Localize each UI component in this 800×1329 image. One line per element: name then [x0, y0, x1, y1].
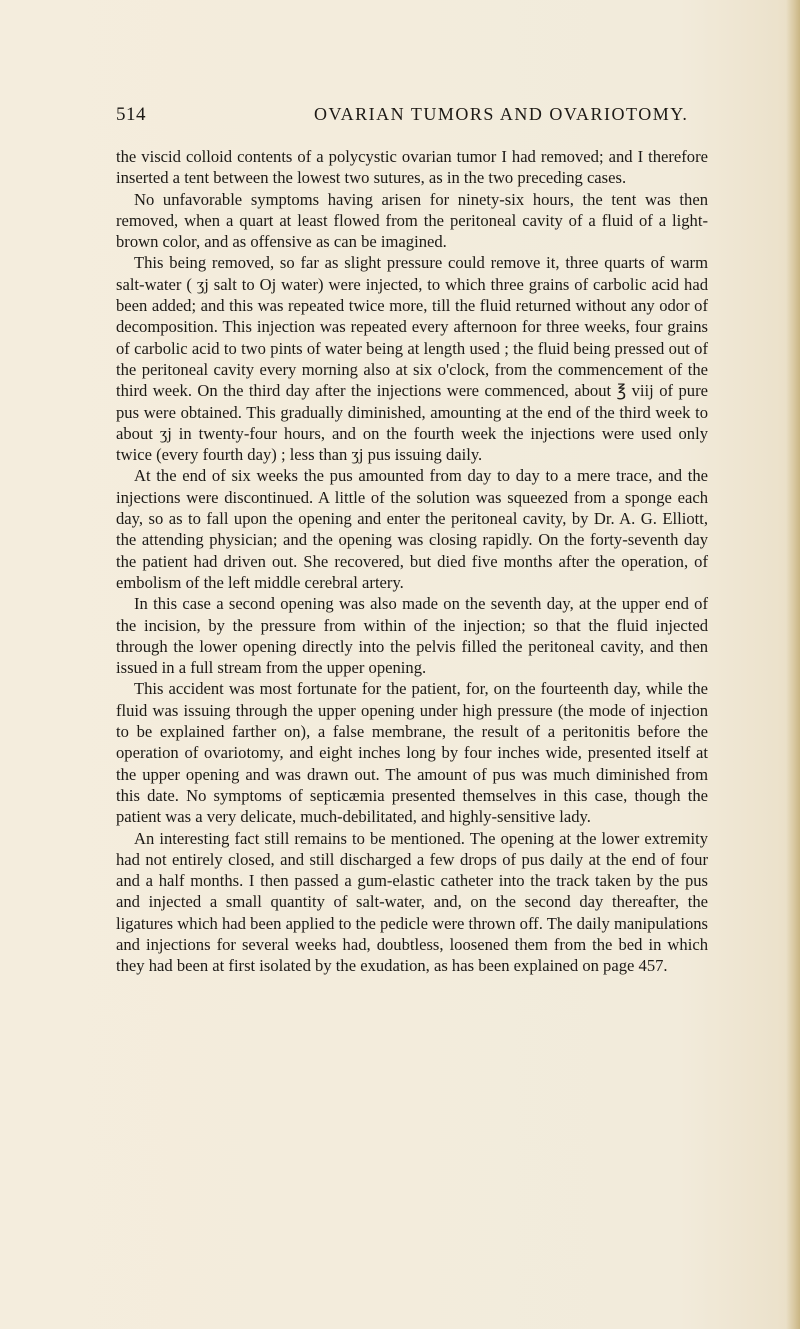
paragraph: In this case a second opening was also made on the seventh day, at the upper end of the incision, by the pressure from within of the injection; so that the fluid injected through the lower opening directly into the pelvis filled the peritoneal cavity, and then issued in a full stream from the upper opening. [116, 594, 708, 678]
paragraph: This accident was most fortunate for the patient, for, on the fourteenth day, while the fluid was issuing through the upper opening under high pressure (the mode of injection to be explained farther on), a false membrane, the result of a peritonitis before the operation of ovariotomy, and eight inches long by four inches wide, presented itself at the upper opening and was drawn out. The amount of pus was much diminished from this date. No symptoms of septicæmia presented themselves in this case, though the patient was a very delicate, much-debilitated, and highly-sensitive lady. [116, 679, 708, 827]
page-number: 514 [116, 104, 146, 125]
paragraph: At the end of six weeks the pus amounted from day to day to a mere trace, and the injections were discontinued. A little of the solution was squeezed from a sponge each day, so as to fall upon the opening and enter the peritoneal cavity, by Dr. A. G. Elliott, the attending physician; and the opening was closing rapidly. On the forty-seventh day the patient had driven out. She recovered, but died five months after the operation, of embolism of the left middle cerebral artery. [116, 466, 708, 592]
paragraph: No unfavorable symptoms having arisen for ninety-six hours, the tent was then removed, when a quart at least flowed from the peritoneal cavity of a fluid of a light-brown color, and as offensive as can be imagined. [116, 189, 708, 252]
page-edge [786, 0, 800, 1329]
running-title: OVARIAN TUMORS AND OVARIOTOMY. [314, 104, 689, 124]
paragraph: An interesting fact still remains to be mentioned. The opening at the lower extremity had not entirely closed, and still discharged a few drops of pus daily at the end of four and a half months. I then passed a gum-elastic catheter into the track taken by the pus and injected a small quantity of salt-water, and, on the second day thereafter, the ligatures which had been applied to the pedicle were thrown off. The daily manipulations and injections for several weeks had, doubtless, loosened them from the bed in which they had been at first isolated by the exudation, as has been explained on page 457. [116, 828, 708, 976]
paragraph: the viscid colloid contents of a polycystic ovarian tumor I had removed; and I therefore inserted a tent between the lowest two sutures, as in the two preceding cases. [116, 147, 708, 188]
body-text [116, 146, 708, 977]
running-header [116, 100, 706, 130]
paragraph: This being removed, so far as slight pressure could remove it, three quarts of warm salt-water ( ʒj salt to Oj water) were injected, to which three grains of carbolic acid had been added; and this was repeated twice more, till the fluid returned without any odor of decomposition. This injection was repeated every afternoon for three weeks, four grains of carbolic acid to two pints of water being at length used ; the fluid being pressed out of the peritoneal cavity every morning also at six o'clock, from the commencement of the third week. On the third day after the injections were commenced, about ℥ viij of pure pus were obtained. This gradually diminished, amounting at the end of the third week to about ʒj in twenty-four hours, and on the fourth week the injections were used only twice (every fourth day) ; less than ʒj pus issuing daily. [116, 253, 708, 465]
